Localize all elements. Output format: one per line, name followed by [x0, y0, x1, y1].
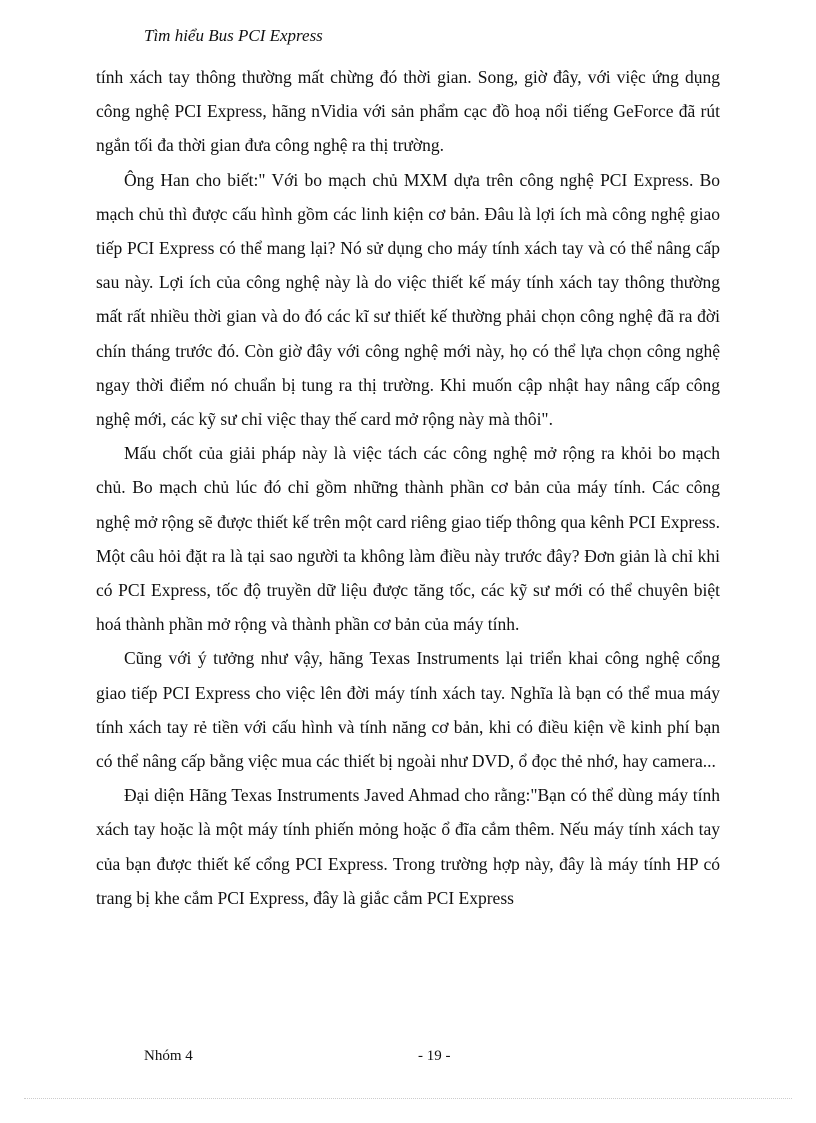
paragraph-5: Đại diện Hãng Texas Instruments Javed Ahmad cho rằng:"Bạn có thể dùng máy tính xách tay hoặc là một máy tính phiến mỏng hoặc ổ đĩa cắm thêm. Nếu máy tính xách tay của bạn được thiết kế cổng PCI Express. Trong trường hợp này, đây là máy tính HP có trang bị khe cắm PCI Express, đây là giắc cắm PCI Express	[96, 785, 720, 908]
footer-group: Nhóm 4	[144, 1048, 193, 1064]
paragraph-1: tính xách tay thông thường mất chừng đó thời gian. Song, giờ đây, với việc ứng dụng công nghệ PCI Express, hãng nVidia với sản phẩm cạc đồ hoạ nổi tiếng GeForce đã rút ngắn tối đa thời gian đưa công nghệ ra thị trường.	[96, 67, 720, 156]
page-number: - 19 -	[418, 1048, 451, 1064]
paragraph-4: Cũng với ý tưởng như vậy, hãng Texas Instruments lại triển khai công nghệ cổng giao tiếp PCI Express cho việc lên đời máy tính xách tay. Nghĩa là bạn có thể mua máy tính xách tay rẻ tiền với cấu hình và tính năng cơ bản, khi có điều kiện về kinh phí bạn có thể nâng cấp bằng việc mua các thiết bị ngoài như DVD, ổ đọc thẻ nhớ, hay camera...	[96, 648, 720, 772]
paragraph-3: Mấu chốt của giải pháp này là việc tách các công nghệ mở rộng ra khỏi bo mạch chủ. Bo mạch chủ lúc đó chỉ gồm những thành phần cơ bản của máy tính. Các công nghệ mở rộng sẽ được thiết kế trên một card riêng giao tiếp thông qua kênh PCI Express. Một câu hỏi đặt ra là tại sao người ta không làm điều này trước đây? Đơn giản là chỉ khi có PCI Express, tốc độ truyền dữ liệu được tăng tốc, các kỹ sư mới có thể chuyên biệt hoá thành phần mở rộng và thành phần cơ bản của máy tính.	[96, 443, 720, 635]
body-text	[96, 60, 720, 915]
page-bottom-divider	[24, 1098, 792, 1099]
paragraph-2: Ông Han cho biết:" Với bo mạch chủ MXM dựa trên công nghệ PCI Express. Bo mạch chủ thì được cấu hình gồm các linh kiện cơ bản. Đâu là lợi ích mà công nghệ giao tiếp PCI Express có thể mang lại? Nó sử dụng cho máy tính xách tay và có thể nâng cấp sau này. Lợi ích của công nghệ này là do việc thiết kế máy tính xách tay thông thường mất rất nhiều thời gian và do đó các kĩ sư thiết kế thường phải chọn công nghệ đã ra đời chín tháng trước đó. Còn giờ đây với công nghệ mới này, họ có thể lựa chọn công nghệ ngay thời điểm nó chuẩn bị tung ra thị trường. Khi muốn cập nhật hay nâng cấp công nghệ mới, các kỹ sư chỉ việc thay thế card mở rộng này mà thôi".	[96, 169, 720, 430]
running-header: Tìm hiểu Bus PCI Express	[144, 26, 323, 45]
